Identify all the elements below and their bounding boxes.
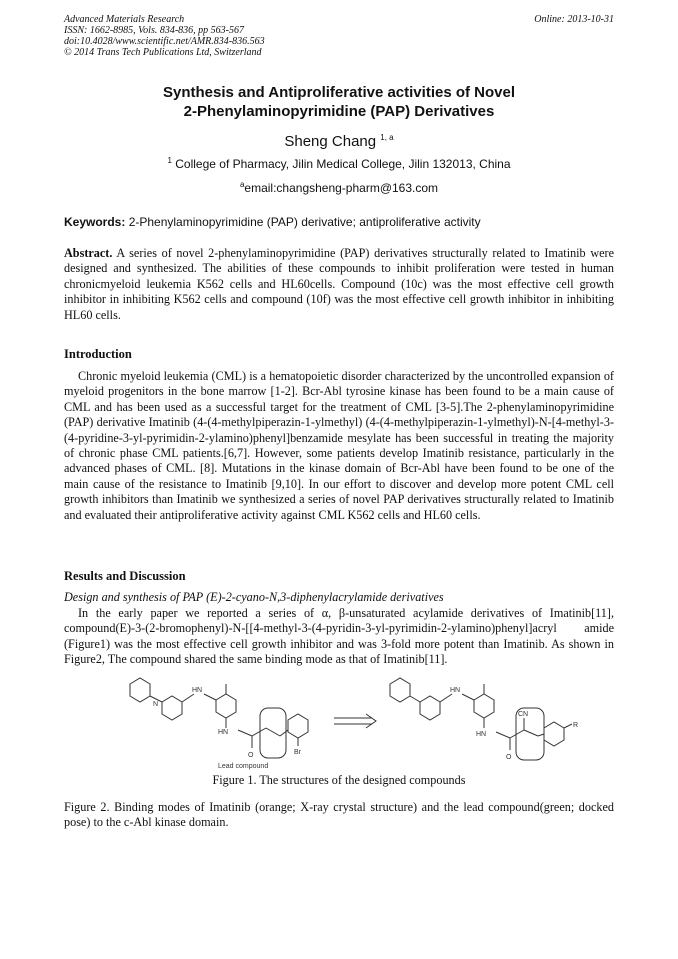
linker-box-lead <box>260 708 286 758</box>
doi-link[interactable]: doi:10.4028/www.scientific.net/AMR.834-836.563 <box>64 36 265 47</box>
pyridine-n-lead: N <box>153 701 159 708</box>
keywords-text: 2-Phenylaminopyrimidine (PAP) derivative; antiproliferative activity <box>125 215 481 229</box>
online-date: Online: 2013-10-31 <box>534 14 614 25</box>
abstract-label: Abstract. <box>64 246 113 260</box>
pyrimidine-ring-lead <box>162 696 182 720</box>
affiliation <box>0 157 678 171</box>
journal-header <box>64 14 265 58</box>
paper-title <box>0 83 678 121</box>
introduction-heading: Introduction <box>64 347 132 361</box>
affiliation-sup: 1 <box>167 156 172 165</box>
lead-compound-label: Lead compound <box>218 763 269 770</box>
hn-new: HN <box>476 731 487 738</box>
aryl-ring-new <box>544 722 564 746</box>
pyrimidine-ring-new <box>420 696 440 720</box>
abstract-text: A series of novel 2-phenylaminopyrimidine (PAP) derivatives structurally related to Imatinib were designed and synthesized. The abilities of these compounds to inhibit proliferation were tested in human chronicmyeloid leukemia K562 cells and HL60cells. Compound (10c) was the most effective cell growth inhibitor in inhibiting K562 cells and compound (10f) was the most effective cell growth inhibitor in inhibiting HL60 cells. <box>64 246 614 322</box>
results-text: In the early paper we reported a series of α, β-unsaturated acylamide derivatives of Imatinib[11], compound(E)-3-(2-bromophenyl)-N-[[4-methyl-3-(4-pyridin-3-yl-pyrimidin-2-ylamino)phenyl]acryl amide (Figure1) was the most effective cell growth inhibitor and was 3-fold more potent than Imatinib. As shown in Figure2, The compound shared the same binding mode as that of Imatinib[11]. <box>64 606 614 667</box>
title-line-2: 2-Phenylaminopyrimidine (PAP) Derivatives <box>183 103 495 120</box>
arrow-head <box>366 714 376 728</box>
nh-new: HN <box>450 687 461 694</box>
author-name: Sheng Chang <box>284 133 381 150</box>
keywords-label: Keywords: <box>64 215 126 229</box>
title-line-1: Synthesis and Antiproliferative activities of Novel <box>162 84 516 101</box>
bromophenyl-ring <box>288 714 308 738</box>
author-sup: 1, a <box>380 133 394 142</box>
email <box>0 181 678 195</box>
abstract <box>64 246 614 323</box>
phenyl-ring-lead <box>216 694 236 718</box>
results-subheading: Design and synthesis of PAP (E)-2-cyano-N,3-diphenylacrylamide derivatives <box>64 590 444 604</box>
pyridine-ring-lead <box>130 678 150 702</box>
email-address[interactable]: email:changsheng-pharm@163.com <box>244 181 439 195</box>
email-sup: a <box>239 180 245 189</box>
journal-name: Advanced Materials Research <box>64 14 185 25</box>
introduction-text: Chronic myeloid leukemia (CML) is a hematopoietic disorder characterized by the uncontrolled expansion of myeloid progenitors in the bone marrow [1-2]. Bcr-Abl tyrosine kinase has been found to be a main cause of CML and has been used as a successful target for the treatment of CML [3-5].The 2-phenylaminopyrimidine (PAP) derivative Imatinib (4-(4-methylpiperazin-1-ylmethyl) (4-(4-methylpiperazin-1-ylmethyl)-N-[4-methyl-3-(4-pyridine-3-yl-pyrimidin-2-ylamino)phenyl]benzamide mesylate has been successful in treating the majority of chronic phase CML patients.[6,7]. However, some patients develop Imatinib resistance, particularly in the advanced phases of CML. [8]. Mutations in the kinase domain of Bcr-Abl have been found to be one of the main cause of the resistance to Imatinib [9,10]. In our effort to discover and develop more potent CML cell growth inhibitors than Imatinib we synthesized a series of novel PAP derivatives structurally related to Imatinib and evaluated their antiproliferative activity against CML K562 cells and HL60 cells. <box>64 369 614 522</box>
bromine-label: Br <box>294 749 301 756</box>
phenyl-ring-new <box>474 694 494 718</box>
author <box>0 133 678 150</box>
r-group-label: R <box>573 722 579 729</box>
figure-1-structures <box>120 672 580 772</box>
oxygen-new: O <box>506 754 512 761</box>
hn-lead: HN <box>218 729 229 736</box>
nh-lead: HN <box>192 687 203 694</box>
keywords <box>64 215 614 229</box>
copyright-line: © 2014 Trans Tech Publications Ltd, Switzerland <box>64 47 262 58</box>
results-heading: Results and Discussion <box>64 569 186 583</box>
figure-2-caption: Figure 2. Binding modes of Imatinib (orange; X-ray crystal structure) and the lead compound(green; docked pose) to the c-Abl kinase domain. <box>64 800 614 830</box>
cyano-label: CN <box>518 711 529 718</box>
affiliation-text: College of Pharmacy, Jilin Medical College, Jilin 132013, China <box>171 157 511 171</box>
figure-1-caption: Figure 1. The structures of the designed compounds <box>212 773 466 787</box>
oxygen-lead: O <box>248 752 254 759</box>
issn-line: ISSN: 1662-8985, Vols. 834-836, pp 563-567 <box>64 25 244 36</box>
pyridine-ring-new <box>390 678 410 702</box>
